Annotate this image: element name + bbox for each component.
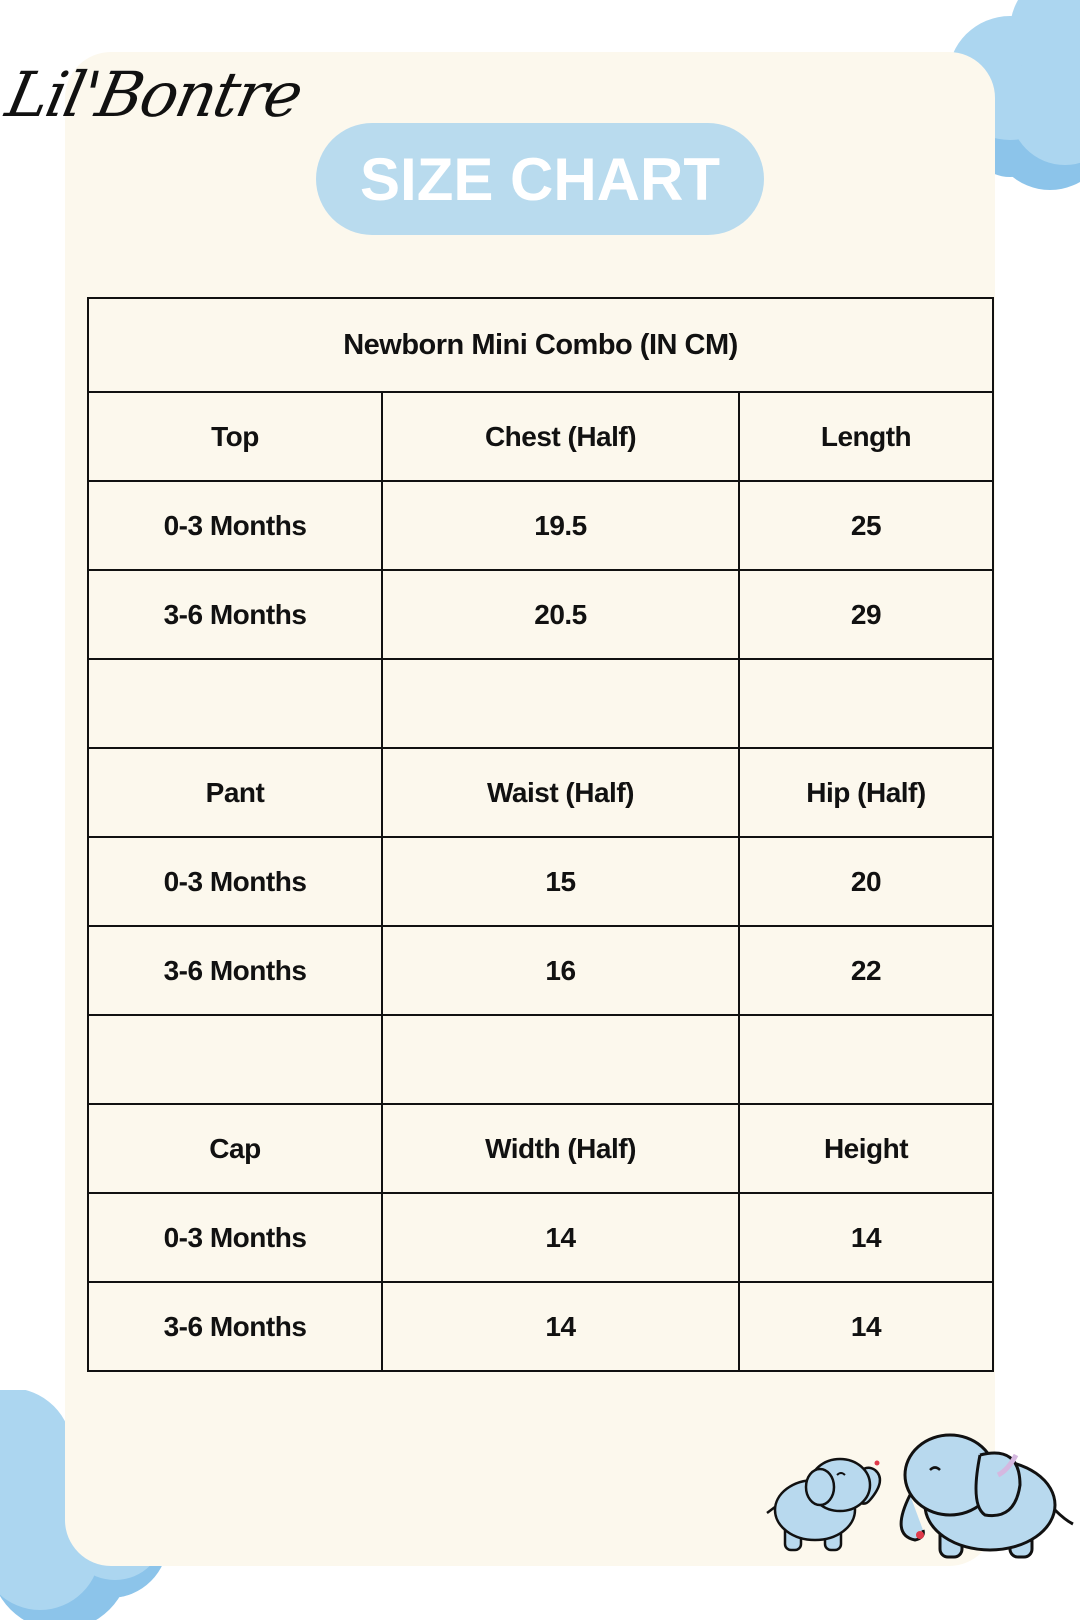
table-cell: 14 (739, 1193, 993, 1282)
page-title-pill (316, 123, 764, 235)
table-row (88, 570, 993, 659)
table-row (88, 481, 993, 570)
column-header: Waist (Half) (382, 748, 739, 837)
spacer-row (88, 659, 993, 748)
table-row (88, 926, 993, 1015)
size-label: 0-3 Months (88, 481, 382, 570)
size-label: 3-6 Months (88, 926, 382, 1015)
table-header-row (88, 748, 993, 837)
size-chart-table (87, 297, 994, 1372)
empty-cell (739, 1015, 993, 1104)
column-header: Height (739, 1104, 993, 1193)
brand-logo (0, 38, 308, 158)
table-cell: 29 (739, 570, 993, 659)
section-label-cap: Cap (88, 1104, 382, 1193)
size-label: 3-6 Months (88, 570, 382, 659)
table-cell: 19.5 (382, 481, 739, 570)
table-row (88, 1282, 993, 1371)
table-cell: 14 (739, 1282, 993, 1371)
empty-cell (382, 1015, 739, 1104)
table-cell: 14 (382, 1282, 739, 1371)
elephants-illustration-icon (765, 1425, 1080, 1565)
table-cell: 15 (382, 837, 739, 926)
column-header: Hip (Half) (739, 748, 993, 837)
section-label-top: Top (88, 392, 382, 481)
table-row (88, 1193, 993, 1282)
table-cell: 25 (739, 481, 993, 570)
section-label-pant: Pant (88, 748, 382, 837)
size-label: 0-3 Months (88, 837, 382, 926)
table-cell: 16 (382, 926, 739, 1015)
table-cell: 20.5 (382, 570, 739, 659)
table-caption: Newborn Mini Combo (IN CM) (88, 298, 993, 392)
empty-cell (88, 1015, 382, 1104)
column-header: Length (739, 392, 993, 481)
table-caption-row (88, 298, 993, 392)
table-header-row (88, 1104, 993, 1193)
column-header: Width (Half) (382, 1104, 739, 1193)
size-label: 3-6 Months (88, 1282, 382, 1371)
table-cell: 22 (739, 926, 993, 1015)
size-label: 0-3 Months (88, 1193, 382, 1282)
table-header-row (88, 392, 993, 481)
empty-cell (739, 659, 993, 748)
column-header: Chest (Half) (382, 392, 739, 481)
page-title: SIZE CHART (360, 145, 720, 213)
spacer-row (88, 1015, 993, 1104)
table-cell: 20 (739, 837, 993, 926)
brand-logo-text: Lil'Bontre (0, 58, 308, 131)
empty-cell (382, 659, 739, 748)
table-row (88, 837, 993, 926)
empty-cell (88, 659, 382, 748)
table-cell: 14 (382, 1193, 739, 1282)
